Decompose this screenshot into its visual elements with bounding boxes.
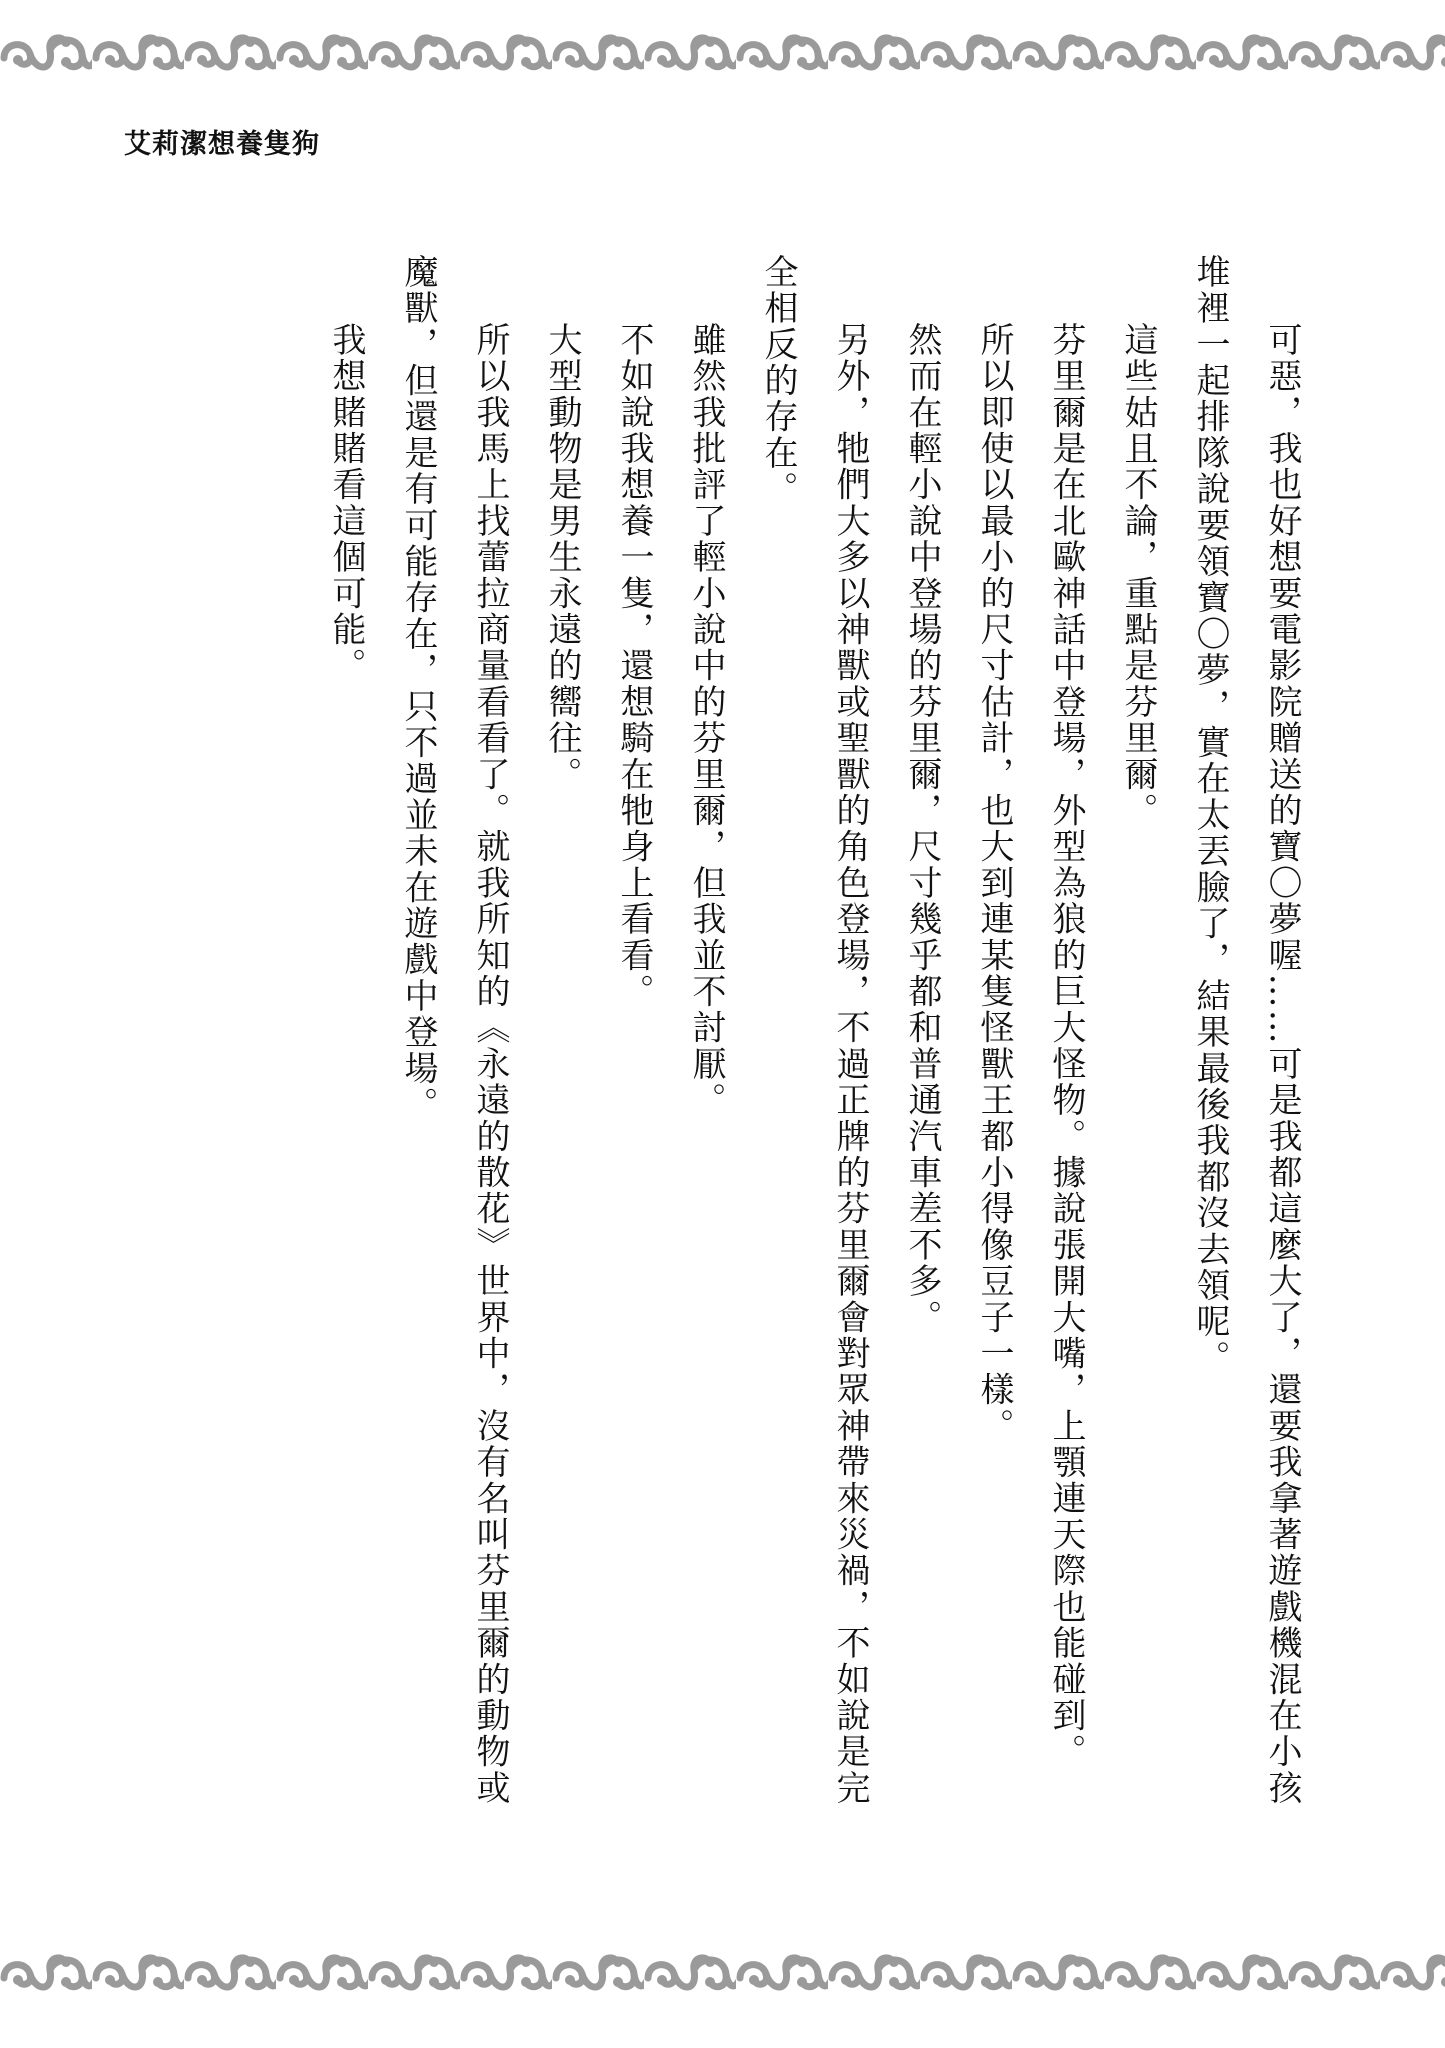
paragraph: 雖然我批評了輕小說中的芬里爾，但我並不討厭。 xyxy=(686,322,726,1119)
paragraph: 芬里爾是在北歐神話中登場，外型為狼的巨大怪物。據說張開大嘴，上顎連天際也能碰到。 xyxy=(1046,322,1086,1770)
paragraph: 所以即使以最小的尺寸估計，也大到連某隻怪獸王都小得像豆子一樣。 xyxy=(974,322,1014,1445)
paragraph: 我想賭賭看這個可能。 xyxy=(326,322,366,684)
body-text xyxy=(310,254,1318,1814)
paragraph: 這些姑且不論，重點是芬里爾。 xyxy=(1118,322,1158,829)
paragraph: 另外，牠們大多以神獸或聖獸的角色登場，不過正牌的芬里爾會對眾神帶來災禍，不如說是完全相反的存在。 xyxy=(758,254,870,1807)
paragraph: 不如說我想養一隻，還想騎在牠身上看看。 xyxy=(614,322,654,1010)
top-ornament-border xyxy=(0,28,1445,78)
paragraph: 然而在輕小說中登場的芬里爾，尺寸幾乎都和普通汽車差不多。 xyxy=(902,322,942,1336)
paragraph: 所以我馬上找蕾拉商量看看了。就我所知的《永遠的散花》世界中，沒有名叫芬里爾的動物或魔獸，但還是有可能存在，只不過並未在遊戲中登場。 xyxy=(398,254,510,1807)
paragraph: 大型動物是男生永遠的嚮往。 xyxy=(542,322,582,793)
running-title: 艾莉潔想養隻狗 xyxy=(124,129,320,160)
paragraph: 可惡，我也好想要電影院贈送的寶〇夢喔……可是我都這麼大了，還要我拿著遊戲機混在小孩堆裡一起排隊說要領寶〇夢，實在太丟臉了，結果最後我都沒去領呢。 xyxy=(1190,254,1302,1807)
bottom-ornament-border xyxy=(0,1948,1445,1998)
